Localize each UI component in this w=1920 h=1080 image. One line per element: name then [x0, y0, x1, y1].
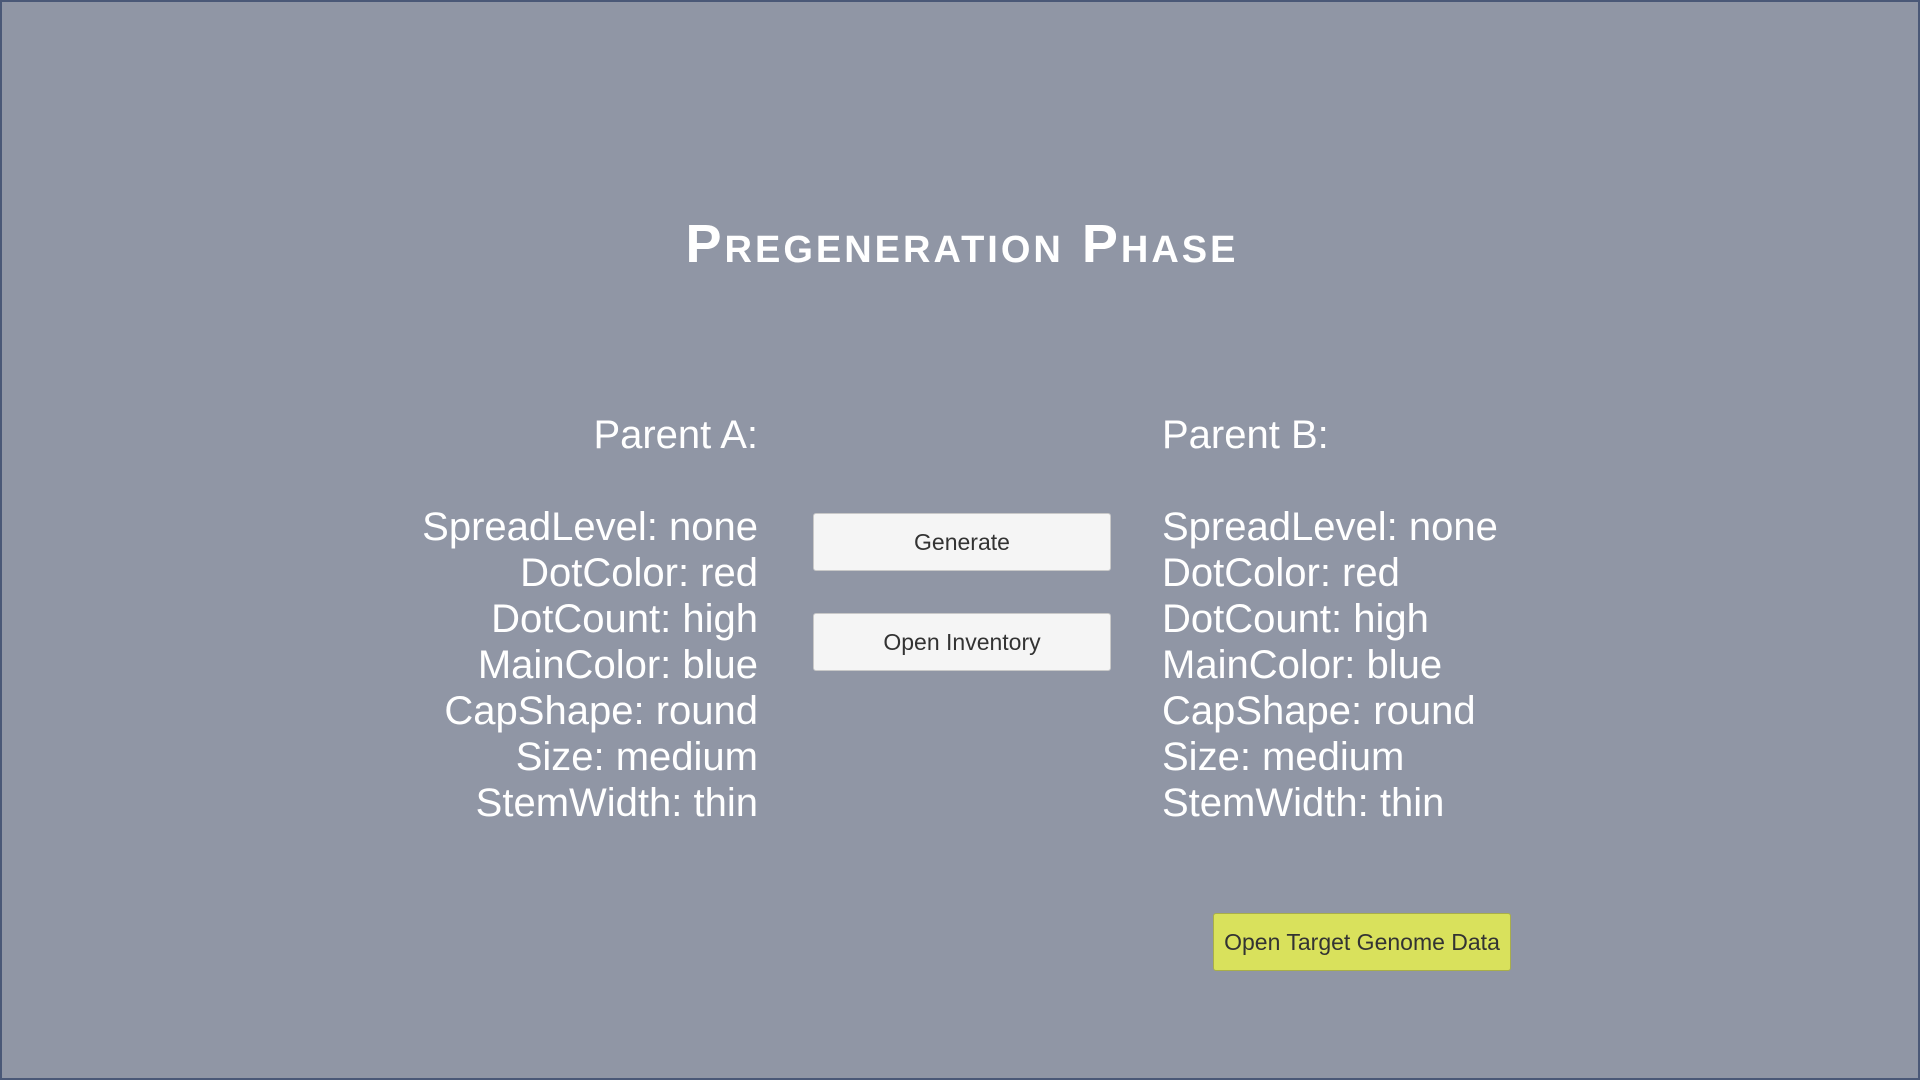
parent-a-trait-main-color: MainColor: blue [477, 643, 758, 687]
parent-a-trait-dot-count: DotCount: high [491, 597, 758, 641]
parent-b-trait-dot-count: DotCount: high [1162, 597, 1429, 641]
open-target-genome-data-button[interactable]: Open Target Genome Data [1213, 913, 1511, 971]
parent-a-trait-dot-color: DotColor: red [520, 551, 758, 595]
parent-b-trait-size: Size: medium [1162, 735, 1405, 779]
parent-a-trait-list [422, 504, 758, 826]
parent-b-heading: Parent B: [1162, 413, 1329, 457]
parent-a-panel [422, 412, 758, 826]
parent-a-trait-stem-width: StemWidth: thin [475, 781, 758, 825]
parent-b-trait-stem-width: StemWidth: thin [1162, 781, 1445, 825]
generate-button[interactable]: Generate [813, 513, 1111, 571]
open-inventory-button[interactable]: Open Inventory [813, 613, 1111, 671]
parent-a-trait-cap-shape: CapShape: round [444, 689, 758, 733]
parent-a-heading: Parent A: [593, 413, 758, 457]
parent-b-trait-cap-shape: CapShape: round [1162, 689, 1476, 733]
parent-a-trait-size: Size: medium [515, 735, 758, 779]
page-title: Pregeneration Phase [685, 214, 1239, 274]
parent-b-trait-dot-color: DotColor: red [1162, 551, 1400, 595]
parent-b-trait-main-color: MainColor: blue [1162, 643, 1443, 687]
parent-b-trait-spread-level: SpreadLevel: none [1162, 505, 1498, 549]
parent-b-trait-list [1162, 504, 1498, 826]
parent-a-trait-spread-level: SpreadLevel: none [422, 505, 758, 549]
parent-b-panel [1162, 412, 1498, 826]
